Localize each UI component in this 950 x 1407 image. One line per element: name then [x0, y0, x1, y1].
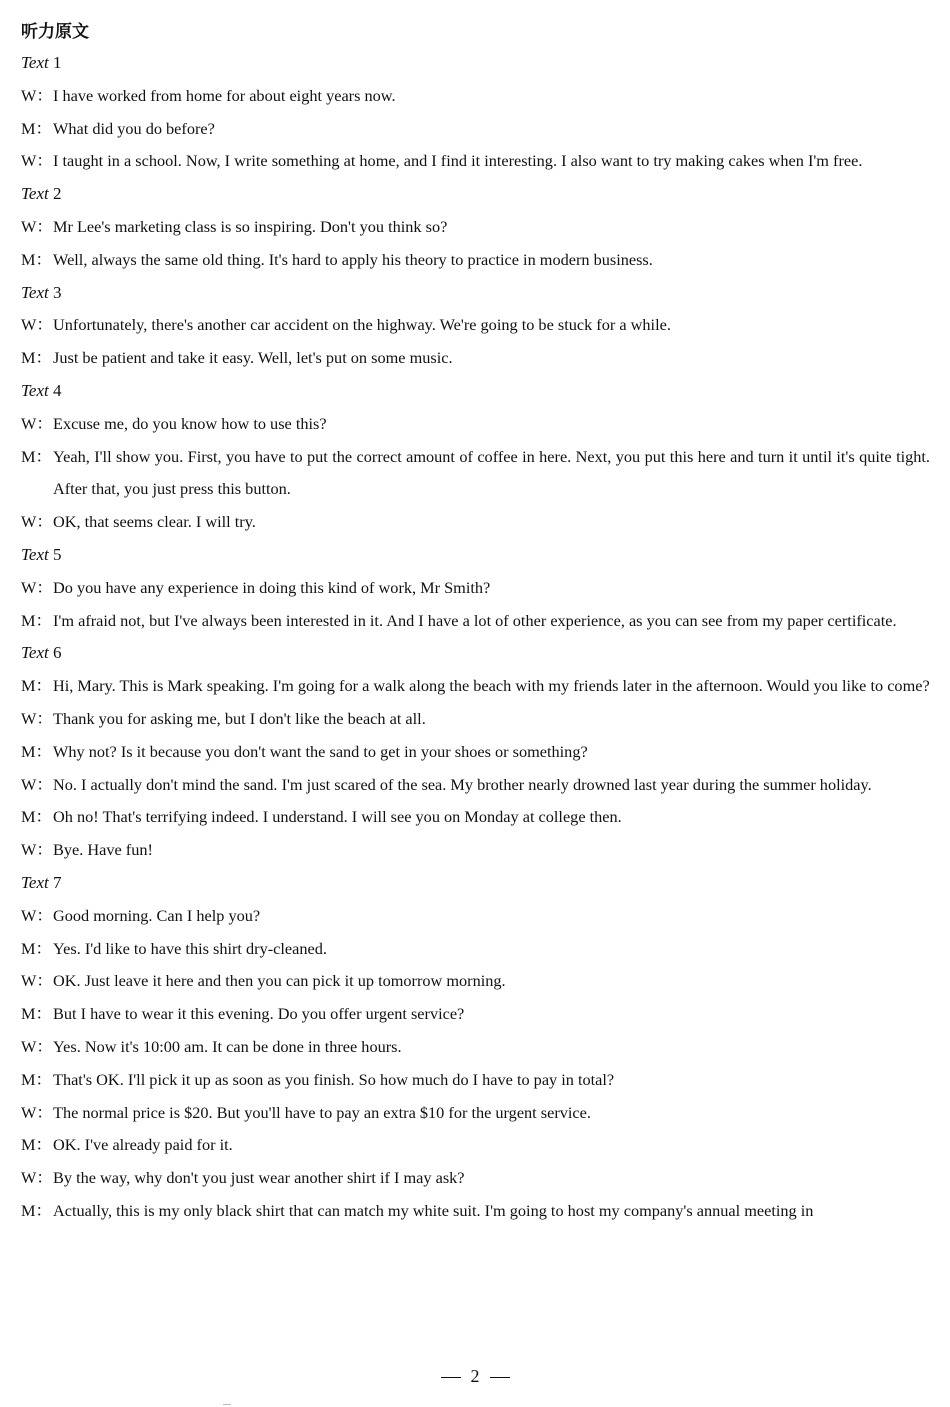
dialogue-line [21, 309, 930, 342]
speaker-label: M： [21, 938, 52, 958]
speaker-label: M： [21, 676, 52, 696]
dialogue-line [21, 965, 930, 998]
section-heading [21, 277, 930, 310]
footer-dash-right [490, 1377, 510, 1378]
speaker-label: W： [21, 216, 53, 236]
dialogue-line [21, 1129, 930, 1162]
dialogue-text: Yeah, I'll show you. First, you have to put the correct amount of coffee in here. Next, you put this here and turn it until it's quite tight. After that, you just press this button. [53, 446, 930, 499]
section-label: Text [21, 380, 49, 400]
section-label: Text [21, 282, 49, 302]
speaker-label: M： [21, 1200, 52, 1220]
speaker-label: M： [21, 741, 52, 761]
dialogue-line [21, 933, 930, 966]
dialogue-line [21, 1031, 930, 1064]
section-heading [21, 375, 930, 408]
speaker-label: M： [21, 1004, 52, 1024]
speaker-label: W： [21, 577, 53, 597]
dialogue-text: OK, that seems clear. I will try. [53, 512, 256, 532]
dialogue-text: Well, always the same old thing. It's hard to apply his theory to practice in modern business. [53, 249, 653, 269]
speaker-label: W： [21, 151, 53, 171]
section-label: Text [21, 184, 49, 204]
speaker-label: M： [21, 1069, 52, 1089]
speaker-label: M： [21, 807, 52, 827]
dialogue-line [21, 736, 930, 769]
dialogue-text: Why not? Is it because you don't want the sand to get in your shoes or something? [53, 741, 588, 761]
dialogue-line [21, 244, 930, 277]
dialogue-text: But I have to wear it this evening. Do you offer urgent service? [53, 1004, 465, 1024]
dialogue-line [21, 342, 930, 375]
dialogue-text: By the way, why don't you just wear another shirt if I may ask? [53, 1168, 465, 1188]
dialogue-line [21, 834, 930, 867]
speaker-label: M： [21, 118, 52, 138]
section-number: 1 [52, 53, 62, 72]
dialogue-line [21, 211, 930, 244]
dialogue-line [21, 605, 930, 638]
section-number: 6 [52, 643, 62, 663]
dialogue-line [21, 441, 930, 507]
section-heading [21, 539, 930, 572]
dialogue-text: Bye. Have fun! [53, 840, 153, 860]
dialogue-text: Good morning. Can I help you? [53, 905, 261, 925]
section-heading [21, 867, 930, 900]
dialogue-line [21, 1195, 930, 1228]
speaker-label: M： [21, 348, 52, 368]
speaker-label: W： [21, 971, 53, 991]
dialogue-text: Mr Lee's marketing class is so inspiring. Don't you think so? [53, 216, 448, 236]
section-label: Text [21, 643, 49, 663]
speaker-label: W： [21, 85, 53, 105]
dialogue-text: No. I actually don't mind the sand. I'm just scared of the sea. My brother nearly drowned last year during the summer holiday. [53, 774, 872, 794]
speaker-label: W： [21, 1168, 53, 1188]
dialogue-text: Thank you for asking me, but I don't like the beach at all. [53, 708, 426, 728]
section-label: Text [21, 544, 49, 564]
dialogue-text: I taught in a school. Now, I write something at home, and I find it interesting. I also want to try making cakes when I'm free. [53, 151, 863, 171]
speaker-label: W： [21, 413, 53, 433]
section-number: 5 [52, 544, 62, 564]
dialogue-text: What did you do before? [53, 118, 215, 138]
dialogue-line [21, 1097, 930, 1130]
dialogue-line [21, 1162, 930, 1195]
speaker-label: M： [21, 1135, 52, 1155]
dialogue-text: That's OK. I'll pick it up as soon as you finish. So how much do I have to pay in total? [53, 1069, 615, 1089]
speaker-label: W： [21, 1102, 53, 1122]
dialogue-text: OK. Just leave it here and then you can pick it up tomorrow morning. [53, 971, 506, 991]
dialogue-text: I have worked from home for about eight years now. [53, 85, 396, 105]
dialogue-line [21, 145, 930, 178]
dialogue-text: Excuse me, do you know how to use this? [53, 413, 327, 433]
speaker-label: W： [21, 905, 53, 925]
dialogue-text: Just be patient and take it easy. Well, let's put on some music. [53, 348, 453, 368]
scan-mark [223, 1404, 231, 1405]
dialogue-line [21, 113, 930, 146]
dialogue-text: OK. I've already paid for it. [53, 1135, 233, 1155]
dialogue-text: Hi, Mary. This is Mark speaking. I'm going for a walk along the beach with my friends later in the afternoon. Would you like to come? [53, 676, 930, 696]
section-number: 2 [52, 184, 62, 204]
dialogue-text: Oh no! That's terrifying indeed. I understand. I will see you on Monday at college then. [53, 807, 622, 827]
dialogue-line [21, 703, 930, 736]
section-label: Text [21, 872, 49, 892]
page-footer [0, 1362, 950, 1390]
dialogue-line [21, 506, 930, 539]
dialogue-line [21, 900, 930, 933]
speaker-label: W： [21, 1036, 53, 1056]
speaker-label: W： [21, 315, 53, 335]
dialogue-text: Yes. I'd like to have this shirt dry-cleaned. [53, 938, 327, 958]
section-heading [21, 178, 930, 211]
dialogue-line [21, 801, 930, 834]
section-number: 7 [52, 872, 62, 892]
section-heading [21, 637, 930, 670]
speaker-label: W： [21, 708, 53, 728]
page-number: 2 [470, 1366, 480, 1386]
dialogue-text: The normal price is $20. But you'll have to pay an extra $10 for the urgent service. [53, 1102, 591, 1122]
dialogue-text: Do you have any experience in doing this kind of work, Mr Smith? [53, 577, 491, 597]
speaker-label: W： [21, 840, 53, 860]
transcript-sections [21, 47, 930, 1228]
speaker-label: M： [21, 446, 52, 466]
speaker-label: W： [21, 774, 53, 794]
section-number: 3 [52, 282, 62, 302]
speaker-label: W： [21, 512, 53, 532]
dialogue-line [21, 572, 930, 605]
section-heading [21, 47, 930, 80]
dialogue-text: Actually, this is my only black shirt that can match my white suit. I'm going to host my company's annual meeting in [53, 1200, 814, 1220]
dialogue-text: I'm afraid not, but I've always been interested in it. And I have a lot of other experience, as you can see from my paper certificate. [53, 610, 897, 630]
footer-dash-left [441, 1377, 461, 1378]
dialogue-line [21, 998, 930, 1031]
dialogue-text: Yes. Now it's 10:00 am. It can be done in three hours. [53, 1036, 402, 1056]
dialogue-line [21, 408, 930, 441]
transcript-page [21, 17, 930, 1228]
dialogue-line [21, 670, 930, 703]
section-label: Text [21, 53, 49, 72]
dialogue-line [21, 769, 930, 802]
speaker-label: M： [21, 610, 52, 630]
page-title: 听力原文 [21, 22, 89, 42]
dialogue-line [21, 80, 930, 113]
dialogue-text: Unfortunately, there's another car accident on the highway. We're going to be stuck for a while. [53, 315, 671, 335]
dialogue-line [21, 1064, 930, 1097]
speaker-label: M： [21, 249, 52, 269]
section-number: 4 [52, 380, 62, 400]
